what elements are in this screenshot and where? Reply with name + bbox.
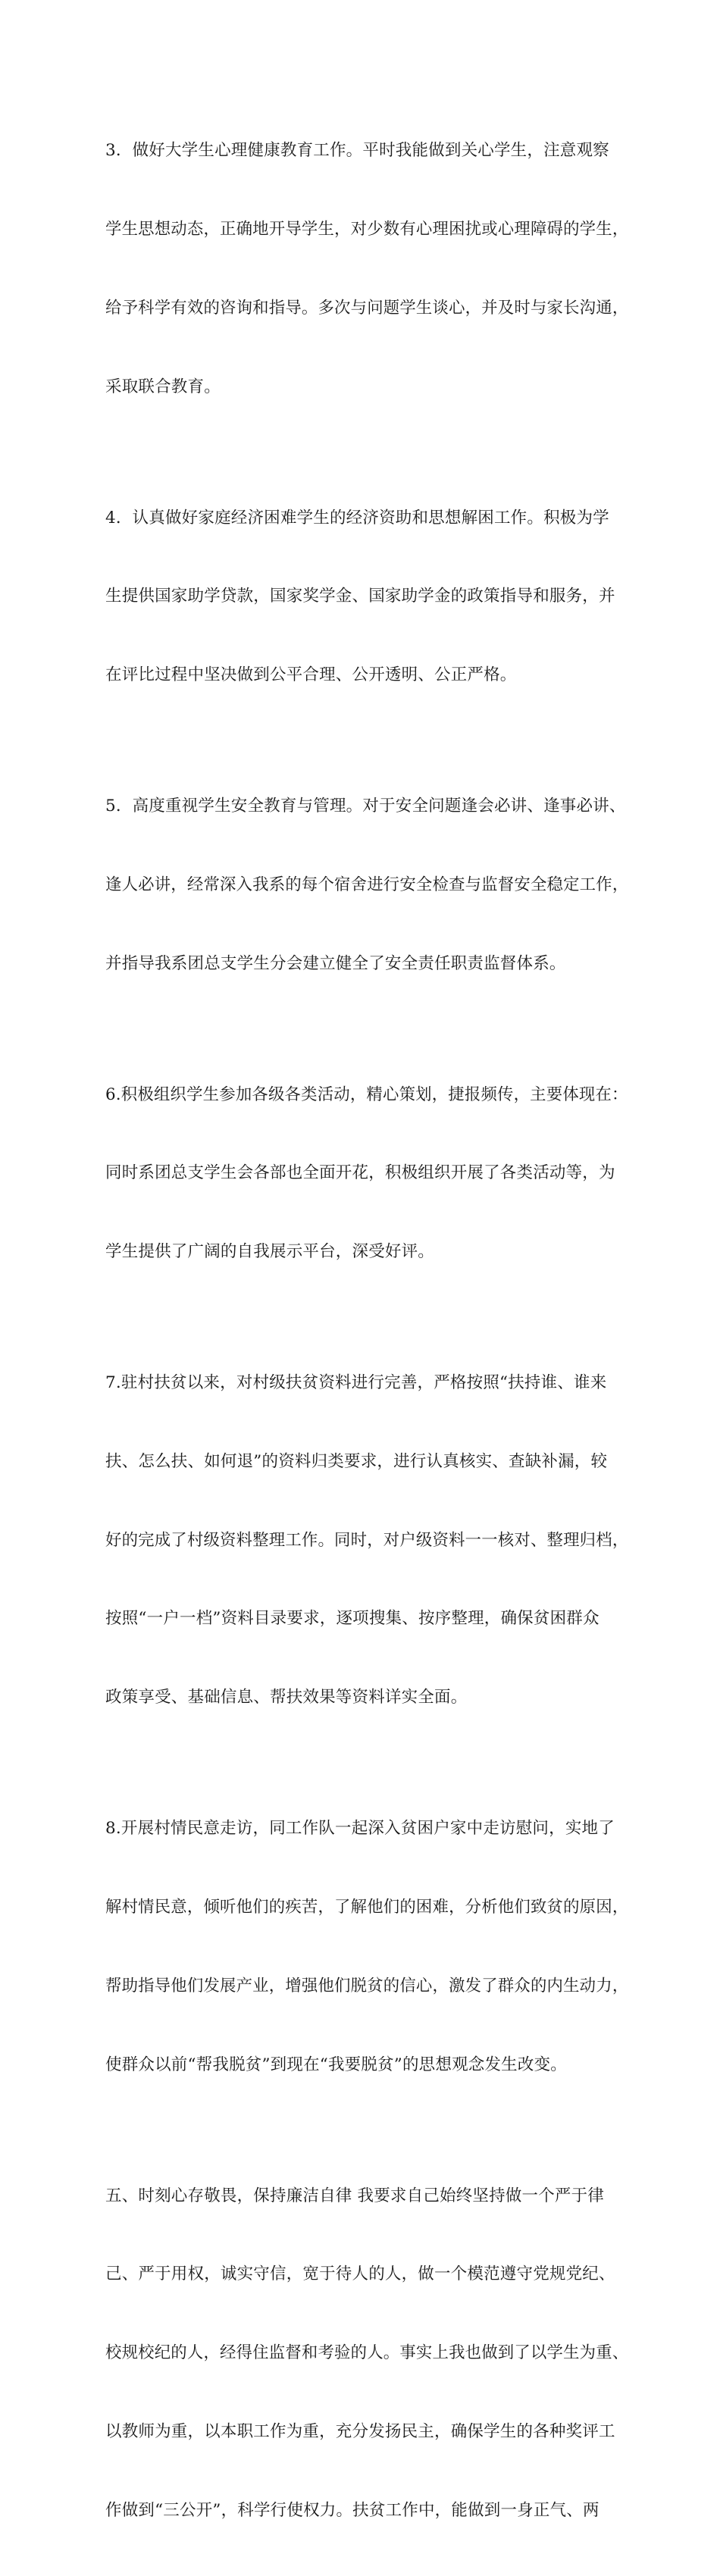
text-line: 政策享受、基础信息、帮扶效果等资料详实全面。	[105, 1688, 468, 1707]
document-body	[105, 86, 628, 2576]
text-line: 并指导我系团总支学生分会建立健全了安全责任职责监督体系。	[105, 953, 566, 973]
paragraph-4	[105, 452, 628, 741]
text-line: 五、时刻心存敬畏，保持廉洁自律 我要求自己始终坚持做一个严于律	[105, 2186, 605, 2205]
text-line: 7.驻村扶贫以来，对村级扶贫资料进行完善，严格按照“扶持谁、谁来	[105, 1373, 607, 1393]
text-line: 按照“一户一档”资料目录要求，逐项搜集、按序整理，确保贫困群众	[105, 1609, 599, 1629]
text-line: 6.积极组织学生参加各级各类活动，精心策划，捷报频传，主要体现在：	[105, 1085, 628, 1104]
text-line: 8.开展村情民意走访，同工作队一起深入贫困户家中走访慰问，实地了	[105, 1819, 615, 1839]
text-line: 以教师为重，以本职工作为重，充分发扬民主，确保学生的各种奖评工	[105, 2421, 615, 2441]
text-line: 给予科学有效的咨询和指导。多次与问题学生谈心，并及时与家长沟通，	[105, 298, 629, 318]
text-line: 己、严于用权，诚实守信，宽于待人的人，做一个模范遵守党规党纪、	[105, 2265, 615, 2284]
text-line: 帮助指导他们发展产业，增强他们脱贫的信心，激发了群众的内生动力，	[105, 1976, 629, 1995]
paragraph-7	[105, 1318, 628, 1764]
text-line: 采取联合教育。	[105, 377, 221, 396]
text-line: 5．高度重视学生安全教育与管理。对于安全问题逢会必讲、逢事必讲、	[105, 797, 626, 816]
paragraph-section-5	[105, 2130, 628, 2576]
text-line: 扶、怎么扶、如何退”的资料归类要求，进行认真核实、查缺补漏，较	[105, 1451, 608, 1471]
text-line: 在评比过程中坚决做到公平合理、公开透明、公正严格。	[105, 665, 517, 685]
text-line: 逢人必讲，经常深入我系的每个宿舍进行安全检查与监督安全稳定工作，	[105, 875, 629, 894]
paragraph-6	[105, 1029, 628, 1318]
text-line: 4．认真做好家庭经济困难学生的经济资助和思想解困工作。积极为学	[105, 508, 609, 527]
paragraph-8	[105, 1764, 628, 2130]
text-line: 学生提供了广阔的自我展示平台，深受好评。	[105, 1242, 435, 1262]
text-line: 3．做好大学生心理健康教育工作。平时我能做到关心学生，注意观察	[105, 141, 609, 161]
text-line: 解村情民意，倾听他们的疾苦，了解他们的困难，分析他们致贫的原因，	[105, 1897, 629, 1917]
text-line: 同时系团总支学生会各部也全面开花，积极组织开展了各类活动等，为	[105, 1163, 615, 1183]
text-line: 生提供国家助学贷款，国家奖学金、国家助学金的政策指导和服务，并	[105, 587, 615, 606]
text-line: 使群众以前“帮我脱贫”到现在“我要脱贫”的思想观念发生改变。	[105, 2055, 567, 2074]
text-line: 学生思想动态，正确地开导学生，对少数有心理困扰或心理障碍的学生，	[105, 219, 629, 239]
text-line: 作做到“三公开”，科学行使权力。扶贫工作中，能做到一身正气、两	[105, 2500, 599, 2520]
text-line: 好的完成了村级资料整理工作。同时，对户级资料一一核对、整理归档，	[105, 1530, 629, 1550]
text-line: 校规校纪的人，经得住监督和考验的人。事实上我也做到了以学生为重、	[105, 2343, 629, 2363]
paragraph-3	[105, 86, 628, 452]
paragraph-5	[105, 741, 628, 1030]
